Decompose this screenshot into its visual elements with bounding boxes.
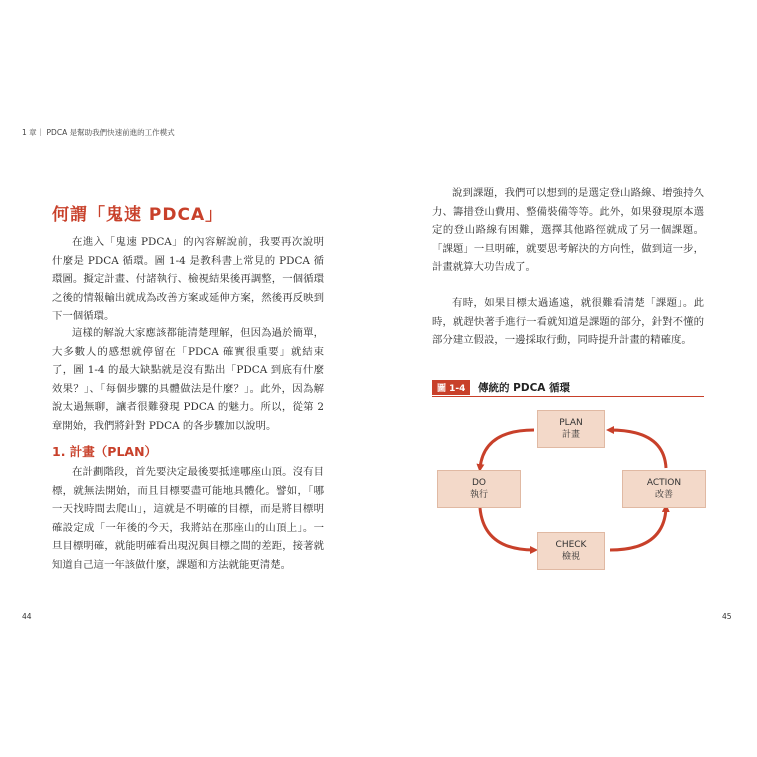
do-box xyxy=(437,470,521,508)
section-title-plan: 1. 計畫（PLAN） xyxy=(52,444,158,459)
figure-number-badge: 圖 1-4 xyxy=(432,380,470,395)
left-paragraph-2: 這樣的解說大家應該都能清楚理解，但因為過於簡單，大多數人的感想就停留在「PDCA 確實很重要」就結束了，圖 1-4 的最大缺點就是沒有點出「PDCA 到底有什麼效果？」、「每個步驟的具體做法是什麼？」。此外，因為解說太過無聊，讓者很難發現 PDCA 的魅力。所以，從第 2 章開始，我們將針對 PDCA 的各步驟加以說明。 xyxy=(52,327,324,432)
figure-title: 傳統的 PDCA 循環 xyxy=(478,382,571,394)
action-label-zh: 改善 xyxy=(654,490,673,500)
running-head: 1 章｜ PDCA 是幫助我們快速前進的工作模式 xyxy=(22,128,175,137)
check-label-en: CHECK xyxy=(555,540,587,550)
action-box xyxy=(622,470,706,508)
right-paragraph-1: 說到課題，我們可以想到的是選定登山路線、增強持久力、籌措登山費用、整備裝備等等。此外，如果發現原本選定的登山路線有困難，選擇其他路徑就成了另一個課題。「課題」一旦明確，就要思考解決的方向性，做到這一步，計畫就算大功告成了。 xyxy=(432,187,704,274)
action-label-en: ACTION xyxy=(646,478,682,488)
arrow-plan-to-do xyxy=(480,430,534,468)
arrow-action-to-plan xyxy=(610,430,666,468)
check-box xyxy=(537,532,605,570)
left-paragraph-3: 在計劃階段，首先要決定最後要抵達哪座山頂。沒有目標，就無法開始，而且目標要盡可能地具體化。譬如，「哪一天找時間去爬山」，這就是不明確的目標，而是將目標明確設定成「一年後的今天，我將站在那座山的山頂上」。一旦目標明確，就能明確看出現況與目標之間的差距，接著就知道自己這一年該做什麼，課題和方法就能更清楚。 xyxy=(52,466,324,571)
do-label-en: DO xyxy=(471,478,486,488)
figure-caption xyxy=(432,380,704,397)
plan-label-en: PLAN xyxy=(559,418,583,428)
check-label-zh: 檢視 xyxy=(561,552,580,562)
left-paragraph-1: 在進入「鬼速 PDCA」的內容解說前，我要再次說明什麼是 PDCA 循環。圖 1-4 是教科書上常見的 PDCA 循環圖。擬定計畫、付諸執行、檢視結果後再調整，一個循環之後的情報輸出就成為改善方案或延伸方案，然後再反映到下一個循環。 xyxy=(52,236,324,323)
arrow-check-to-action xyxy=(610,508,666,550)
arrow-do-to-check xyxy=(480,508,534,550)
chapter-title: 何謂「鬼速 PDCA」 xyxy=(52,205,224,225)
plan-label-zh: 計畫 xyxy=(561,430,580,440)
page-number-right: 45 xyxy=(722,612,732,621)
page-number-left: 44 xyxy=(22,612,32,621)
right-paragraph-2: 有時，如果目標太過遙遠，就很難看清楚「課題」。此時，就趕快著手進行一看就知道是課題的部分，針對不懂的部分建立假設，一邊採取行動，同時提升計畫的精確度。 xyxy=(432,297,704,347)
plan-box xyxy=(537,410,605,448)
do-label-zh: 執行 xyxy=(469,490,488,500)
